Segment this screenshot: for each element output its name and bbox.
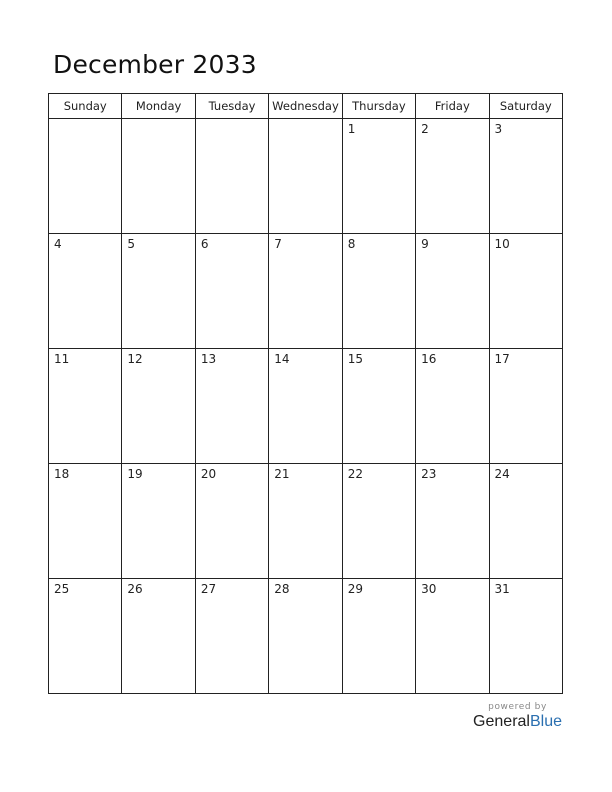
day-number: 26 [127, 582, 143, 596]
day-cell [342, 464, 415, 579]
brand-logo [473, 702, 562, 732]
day-number: 14 [274, 352, 290, 366]
day-number: 10 [494, 237, 510, 251]
day-cell [489, 234, 562, 349]
day-cell [489, 119, 562, 234]
week-row [49, 349, 563, 464]
day-number [122, 119, 194, 122]
weekday-header-row [49, 94, 563, 119]
day-cell [416, 579, 489, 694]
day-cell [342, 119, 415, 234]
day-number: 24 [494, 467, 510, 481]
week-row [49, 234, 563, 349]
day-cell [122, 349, 195, 464]
day-number: 1 [347, 122, 356, 136]
day-number [196, 119, 268, 122]
day-cell [49, 579, 122, 694]
day-cell [122, 464, 195, 579]
day-number: 28 [274, 582, 290, 596]
day-number: 30 [421, 582, 437, 596]
day-cell [269, 464, 342, 579]
day-cell [269, 234, 342, 349]
calendar-title: December 2033 [53, 50, 257, 79]
weekday-header: Monday [122, 94, 195, 119]
day-cell [195, 464, 268, 579]
day-number: 8 [347, 237, 356, 251]
day-cell [489, 464, 562, 579]
brand-name-general: General [473, 713, 530, 730]
day-cell [195, 119, 268, 234]
day-cell [122, 579, 195, 694]
weekday-header: Saturday [489, 94, 562, 119]
day-number: 15 [347, 352, 363, 366]
day-cell [269, 119, 342, 234]
brand-name [473, 712, 562, 732]
day-number: 2 [421, 122, 429, 136]
day-number [269, 119, 341, 122]
day-cell [122, 119, 195, 234]
day-cell [342, 579, 415, 694]
day-cell [416, 349, 489, 464]
day-number: 19 [127, 467, 143, 481]
day-cell [416, 234, 489, 349]
day-number: 6 [200, 237, 209, 251]
weekday-header: Tuesday [195, 94, 268, 119]
day-cell [269, 579, 342, 694]
day-number: 4 [54, 237, 62, 251]
day-number: 7 [274, 237, 282, 251]
weekday-header: Sunday [49, 94, 122, 119]
day-number: 22 [347, 467, 363, 481]
powered-by-label: powered by [488, 702, 547, 712]
day-cell [342, 234, 415, 349]
day-number: 9 [421, 237, 429, 251]
day-cell [416, 464, 489, 579]
month-grid [48, 93, 563, 694]
weekday-header: Friday [416, 94, 489, 119]
day-cell [49, 464, 122, 579]
day-cell [269, 349, 342, 464]
day-number: 23 [421, 467, 437, 481]
weekday-header: Wednesday [269, 94, 342, 119]
brand-name-blue: Blue [529, 713, 562, 730]
day-number: 13 [200, 352, 217, 366]
week-row [49, 464, 563, 579]
day-cell [489, 579, 562, 694]
day-number: 3 [494, 122, 503, 136]
day-number: 21 [274, 467, 290, 481]
weekday-header: Thursday [342, 94, 415, 119]
day-cell [489, 349, 562, 464]
day-cell [416, 119, 489, 234]
day-number: 20 [200, 467, 217, 481]
day-cell [195, 579, 268, 694]
day-number: 11 [54, 352, 70, 366]
day-number: 31 [494, 582, 510, 596]
day-number [49, 119, 121, 122]
day-number: 25 [54, 582, 70, 596]
day-number: 5 [127, 237, 136, 251]
day-number: 12 [127, 352, 143, 366]
day-cell [122, 234, 195, 349]
day-cell [342, 349, 415, 464]
week-row [49, 579, 563, 694]
day-number: 16 [421, 352, 437, 366]
day-cell [195, 349, 268, 464]
day-number: 29 [347, 582, 363, 596]
day-number: 27 [200, 582, 217, 596]
day-cell [49, 349, 122, 464]
day-cell [49, 119, 122, 234]
day-cell [49, 234, 122, 349]
day-number: 17 [494, 352, 510, 366]
day-number: 18 [54, 467, 70, 481]
day-cell [195, 234, 268, 349]
week-row [49, 119, 563, 234]
